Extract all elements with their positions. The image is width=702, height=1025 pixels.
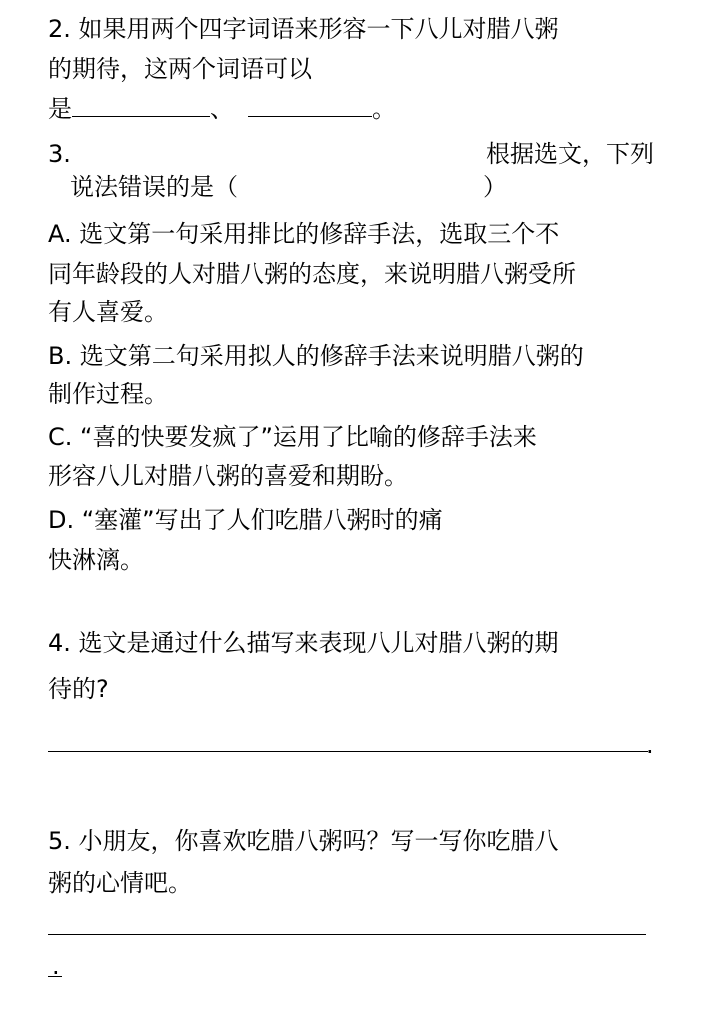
q5-answer-line[interactable] bbox=[48, 934, 646, 935]
q5-line-1: 5. 小朋友，你喜欢吃腊八粥吗？写一写你吃腊八 bbox=[48, 827, 559, 855]
q4-line-1: 4. 选文是通过什么描写来表现八儿对腊八粥的期 bbox=[48, 629, 559, 657]
q4-end-mark: . bbox=[646, 731, 654, 759]
q3-number: 3. bbox=[48, 140, 71, 168]
q3-option-d-line-2: 快淋漓。 bbox=[48, 546, 144, 574]
q3-option-b-line-2: 制作过程。 bbox=[48, 380, 168, 408]
q2-line-3 bbox=[48, 94, 396, 124]
q2-answer-blank-1[interactable] bbox=[72, 94, 210, 117]
q2-answer-blank-2[interactable] bbox=[248, 94, 372, 117]
q5-end-mark: . bbox=[52, 952, 60, 980]
q3-option-c-line-2: 形容八儿对腊八粥的喜爱和期盼。 bbox=[48, 462, 408, 490]
q3-option-b-line-1: B. 选文第二句采用拟人的修辞手法来说明腊八粥的 bbox=[48, 342, 584, 370]
q5-end-underline bbox=[48, 976, 62, 977]
q3-stem-line-2: 说法错误的是（ bbox=[70, 173, 238, 201]
q2-separator: 、 bbox=[210, 95, 234, 123]
q5-line-2: 粥的心情吧。 bbox=[48, 869, 192, 897]
q4-line-2: 待的? bbox=[48, 675, 109, 703]
q3-stem-right: 根据选文，下列 bbox=[486, 140, 654, 168]
q3-option-d-line-1: D. “塞灌”写出了人们吃腊八粥时的痛 bbox=[48, 506, 443, 534]
q2-end-mark: 。 bbox=[372, 95, 396, 123]
q3-option-a-line-1: A. 选文第一句采用排比的修辞手法，选取三个不 bbox=[48, 220, 560, 248]
q4-answer-line[interactable] bbox=[48, 751, 648, 752]
q3-option-c-line-1: C. “喜的快要发疯了”运用了比喻的修辞手法来 bbox=[48, 423, 537, 451]
q2-line-3-prefix: 是 bbox=[48, 95, 72, 123]
q2-line-2: 的期待，这两个词语可以 bbox=[48, 55, 312, 83]
q3-option-a-line-3: 有人喜爱。 bbox=[48, 298, 168, 326]
q3-option-a-line-2: 同年龄段的人对腊八粥的态度，来说明腊八粥受所 bbox=[48, 260, 576, 288]
q2-line-1: 2. 如果用两个四字词语来形容一下八儿对腊八粥 bbox=[48, 15, 559, 43]
q3-paren-close: ） bbox=[483, 173, 507, 201]
